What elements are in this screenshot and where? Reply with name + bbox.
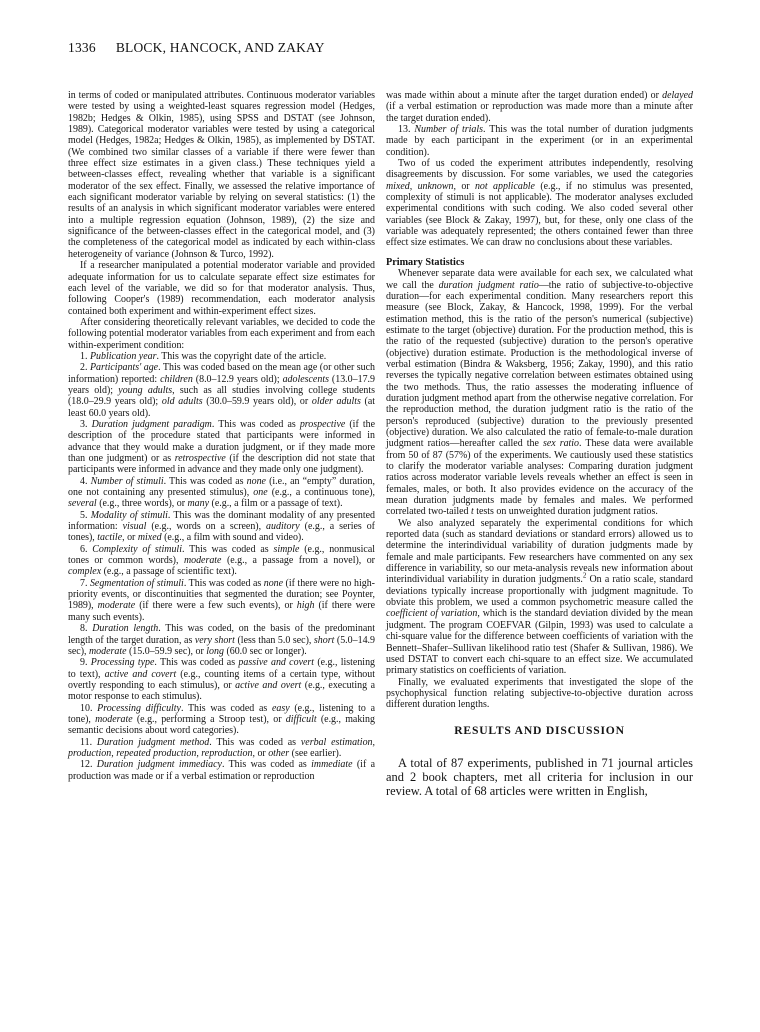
footnote-marker[interactable]: 2 [582,572,587,581]
list-item-complexity-of-stimuli: 6. Complexity of stimuli. This was coded as simple (e.g., nonmusical tones or common words), moderate (e.g., a passage from a novel), or complex (e.g., a passage of scientific text). [68,543,376,578]
paragraph-manipulated-variables: If a researcher manipulated a potential moderator variable and provided adequate information for us to calculate separate effect size estimates for each level of the variable, we did so for that moderator analysis. Thus, following Cooper's (1989) recommendation, each moderator analysis contained both experiment and within-experiment effect sizes. [68,260,375,317]
paragraph-duration-judgment-ratio: Whenever separate data were available for each sex, we calculated what we call the duration judgment ratio—the ratio of subjective-to-objective duration—for each experimental condition. Many researchers report this measure (see Block, Zakay, & Hancock, 1998, 1999). For the verbal estimation method, this is the ratio of the person's numerical (subjective) estimate to the target (objective) duration. For the production method, this is the ratio of the requested (subjective) duration to the person's operative (objective) duration estimate. Production is the methodological inverse of verbal estimation (Bindra & Waksberg, 1956; Zakay, 1990), and this ratio reverses the typically negative correlation between estimates obtained using the two methods. Thus, the ratio assesses the moderating influence of duration judgment method apart from the otherwise negative correlation. For the reproduction method, the duration judgment ratio is the ratio of the person's reproduced (subjective) duration to the previously presented (objective) duration. We also calculated the ratio of female-to-male duration judgment ratios—hereafter called the sex ratio. These data were available from 50 of 87 (57%) of the experiments. We cautiously used these statistics to clarify the moderator variable analyses: Comparing duration judgment ratios across moderator variable levels reveals whether an effect is seen in females, males, or both. It also provides evidence on the accuracy of the mean duration judgments made by females and males. We performed correlated two-tailed t tests on unweighted duration judgment ratios. [386,268,694,518]
section-heading-primary-statistics: Primary Statistics [386,256,465,268]
right-column [386,90,693,799]
paragraph-variability: We also analyzed separately the experimental conditions for which reported data (such as standard deviations or standard errors) allowed us to determine the interindividual variability of duration judgments made by female and male participants. Few researchers have commented on any sex difference in variability, so our meta-analysis reveals new information about interindividual variability in duration judgments.$^2$ On a ratio scale, standard deviations typically increase proportionally with judgment magnitude. To obviate this problem, we used a common psychometric measure called the coefficient of variation, which is the standard deviation divided by the mean judgment. The program COEFVAR (Gilpin, 1993) was used to calculate a chi-square value for the difference between coefficients of variation with the Bennett–Shafer–Sullivan likelihood ratio test (Shafer & Sullivan, 1986). We used DSTAT to convert each chi-square to an effect size. We accumulated primary statistics on coefficients of variation. [386,517,693,677]
running-head [68,40,708,60]
left-column [68,90,375,782]
list-item-number-of-trials: 13. Number of trials. This was the total number of duration judgments made by each participant in the experiment (or in an experimental condition). [386,124,693,158]
list-item-duration-judgment-paradigm: 3. Duration judgment paradigm. This was coded as prospective (if the description of the procedure stated that participants were informed in advance that they would make a duration judgment, or if they made more than one judgment) or as retrospective (if the description did not state that participants were informed in advance and they made only one judgment). [68,418,375,476]
list-item-participants-age: 2. Participants' age. This was coded based on the mean age (or other such information) reported: children (8.0–12.9 years old); adolescents (13.0–17.9 years old); young adults, such as all studies involving college students (18.0–29.9 years old); old adults (30.0–59.9 years old), or older adults (at least 60.0 years old). [68,362,376,419]
running-head-authors: BLOCK, HANCOCK, AND ZAKAY [115,40,325,55]
list-item-duration-length: 8. Duration length. This was coded, on the basis of the predominant length of the target duration, as very short (less than 5.0 sec), short (5.0–14.9 sec), moderate (15.0–59.9 sec), or long (60.0 sec or longer). [68,623,375,657]
list-item-immediacy-continued: was made within about a minute after the target duration ended) or delayed (if a verbal estimation or reproduction was made more than a minute after the target duration ended). [386,90,693,124]
list-item-publication-year: 1. Publication year. This was the copyright date of the article. [80,350,327,362]
paragraph-coding-intro: After considering theoretically relevant variables, we decided to code the following potential moderator variables from each experiment and from each within-experiment condition: [68,316,375,351]
list-item-modality-of-stimuli: 5. Modality of stimuli. This was the dominant modality of any presented information: visual (e.g., words on a screen), auditory (e.g., a series of tones), tactile, or mixed (e.g., a film with sound and video). [68,509,375,544]
list-item-processing-type: 9. Processing type. This was coded as passive and covert (e.g., listening to text), active and covert (e.g., counting items of a certain type, without overtly responding to each stimulus), or active and overt (e.g., executing a motor response to each stimulus). [68,657,376,703]
list-item-segmentation-of-stimuli: 7. Segmentation of stimuli. This was coded as none (if there were no high-priority events, or discontinuities that segmented the duration; see Poynter, 1989), moderate (if there were a few such events), or high (if there were many such events). [68,577,375,623]
list-item-duration-judgment-method: 11. Duration judgment method. This was coded as verbal estimation, production, repeated production, reproduction, or other (see earlier). [68,736,375,759]
paragraph-psychophysical-slope: Finally, we evaluated experiments that investigated the slope of the psychophysical function relating subjective-to-objective duration across different duration lengths. [386,676,693,711]
list-item-number-of-stimuli: 4. Number of stimuli. This was coded as none (i.e., an “empty” duration, one not containing any presented stimulus), one (e.g., a continuous tone), several (e.g., three words), or many (e.g., a film or a passage of text). [68,475,376,510]
page-number: 1336 [68,40,96,55]
paragraph-moderator-tests: in terms of coded or manipulated attributes. Continuous moderator variables were tested by using a weighted-least squares regression model (Hedges, 1982b; Hedges & Olkin, 1985), using SPSS and DSTAT (see Johnson, 1989). Categorical moderator variables were tested by using a categorical model (Hedges, 1982a; Hedges & Olkin, 1985), as implemented by DSTAT. (We combined two similar classes of a variable if there were fewer than three effect size estimates in a given class.) These techniques yield a between-classes effect, revealing whether that variable is a significant moderator of the sex effect. Finally, we assessed the relative importance of each significant moderator variable by relying on several statistics: (1) the results of an analysis in which significant moderator variables were entered into a multiple regression equation (Johnson, 1989), (2) the size and significance of the between-classes effect in the categorical model, and (3) the completeness of the categorical model as indicated by each within-class heterogeneity of variance (Johnson & Turco, 1992). [68,90,375,260]
paragraph-results-intro: A total of 87 experiments, published in 71 journal articles and 2 book chapters, met all criteria for inclusion in our review. A total of 68 articles were written in English, [386,755,693,799]
list-item-processing-difficulty: 10. Processing difficulty. This was coded as easy (e.g., listening to a tone), moderate (e.g., performing a Stroop test), or difficult (e.g., making semantic decisions about word categories). [68,702,375,737]
list-item-duration-judgment-immediacy: 12. Duration judgment immediacy. This was coded as immediate (if a production was made or if a verbal estimation or reproduction [68,759,376,782]
paragraph-coding-reliability: Two of us coded the experiment attributes independently, resolving disagreements by discussion. For some variables, we used the categories mixed, unknown, or not applicable (e.g., if no stimulus was presented, complexity of stimuli is not applicable). The moderator analyses excluded experimental conditions with such coding. We also coded several other variables (see Block & Zakay, 1997), but, for these, only one class of the variable was adequately represented; the others contained fewer than three effect size estimates. We can draw no conclusions about these variables. [386,158,693,249]
section-heading-results-and-discussion: RESULTS AND DISCUSSION [454,723,625,737]
